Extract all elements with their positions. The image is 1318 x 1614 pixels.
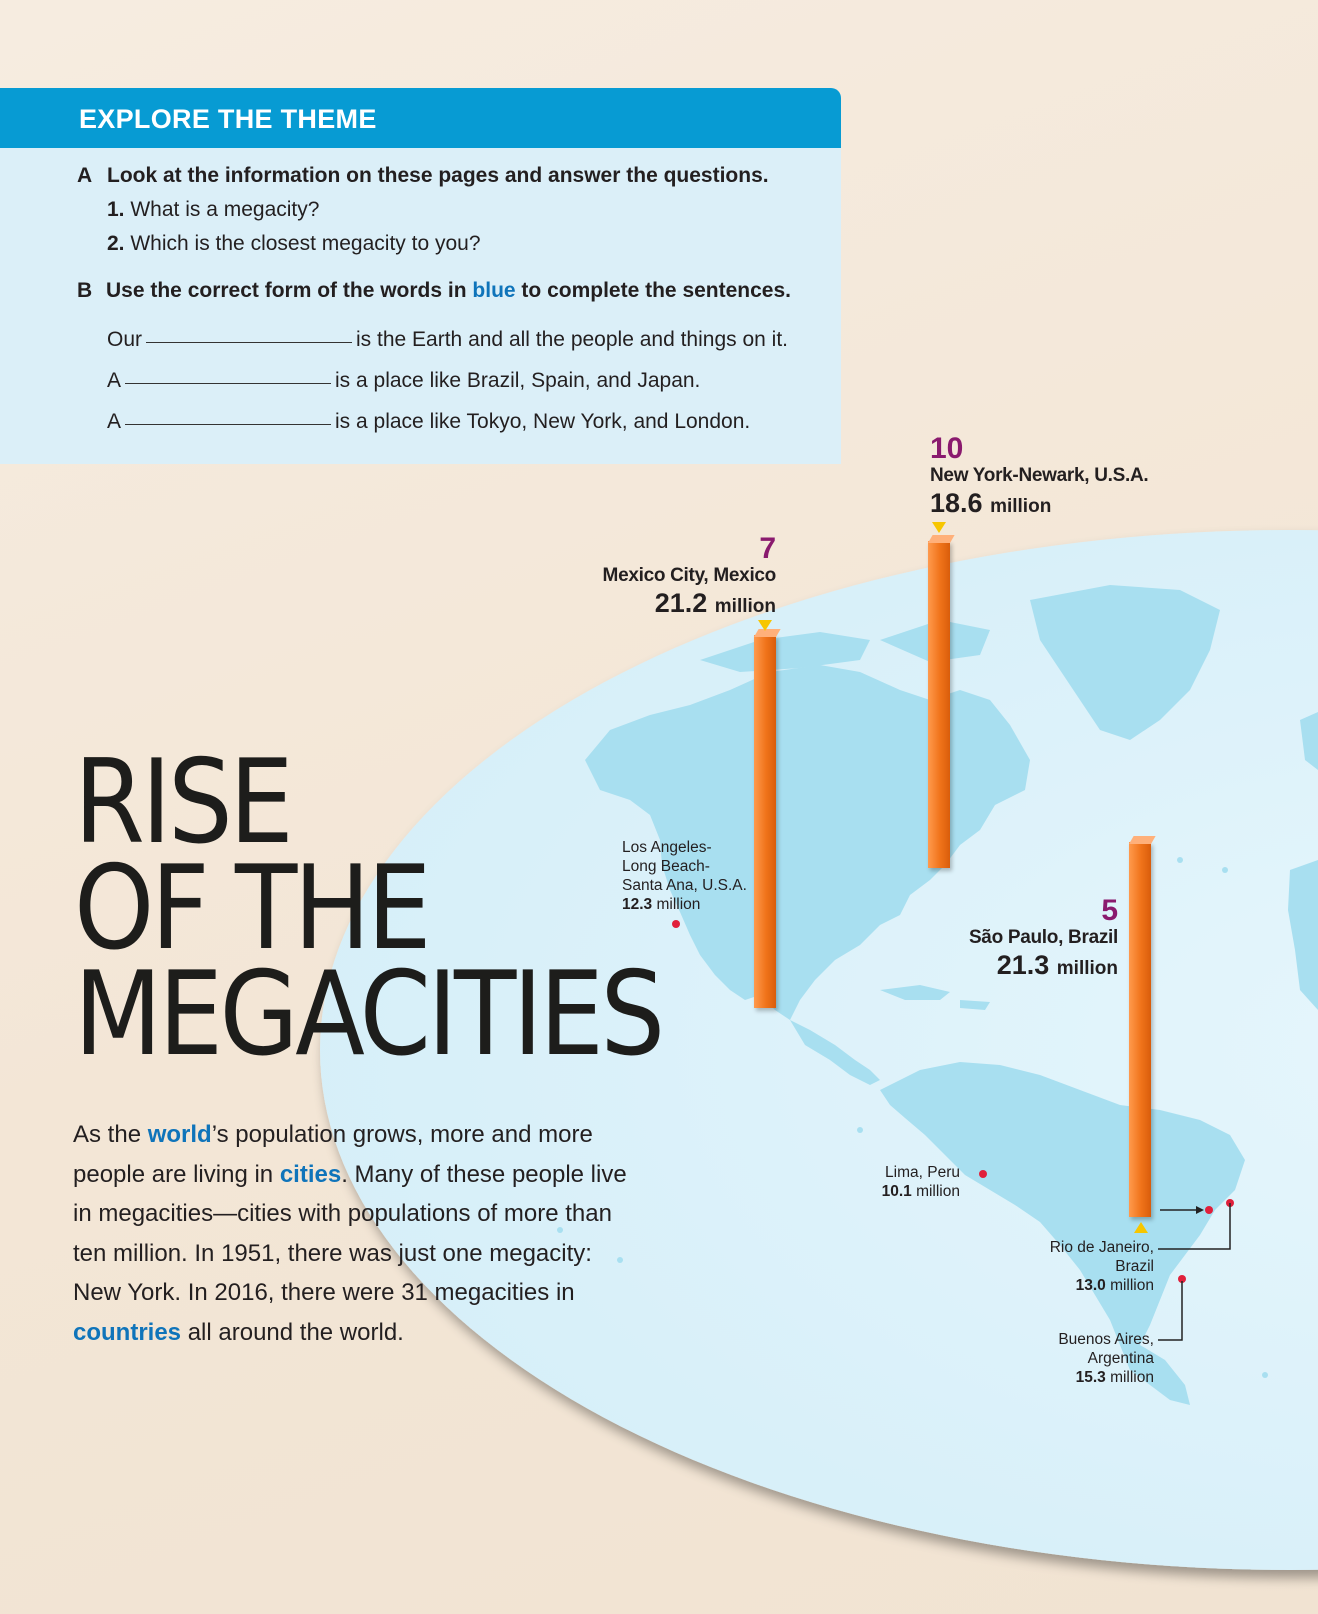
bar-new-york: [928, 541, 950, 868]
section-b-instruction: Use the correct form of the words in blue to complete the sentences.: [106, 279, 791, 302]
dot-buenos-aires: [1178, 1275, 1186, 1283]
section-a-instruction: Look at the information on these pages and answer the questions.: [107, 164, 769, 187]
intro-paragraph: As the world’s population grows, more and more people are living in cities. Many of these people live in megacities—cities with populations of more than ten million. In 1951, there was just one megacity: New York. In 2016, there were 31 megacities in countries all around the world.: [73, 1121, 627, 1346]
label-sao-paulo: 5 São Paulo, Brazil 21.3 million: [968, 894, 1118, 980]
dot-los-angeles: [672, 920, 680, 928]
label-buenos-aires: Buenos Aires, Argentina 15.3 million: [1058, 1331, 1154, 1386]
fill-sentence-3: A is a place like Tokyo, New York, and London.: [107, 410, 751, 433]
dot-lima: [979, 1170, 987, 1178]
question-1: 1. What is a megacity?: [107, 198, 320, 221]
page-title: RISE OF THE MEGACITIES: [74, 735, 662, 1082]
vocab-countries: countries: [73, 1318, 182, 1346]
bar-sao-paulo: [1129, 842, 1151, 1217]
label-new-york: 10 New York-Newark, U.S.A. 18.6 million: [930, 432, 1149, 518]
label-lima: Lima, Peru 10.1 million: [881, 1164, 960, 1200]
bar-mexico-city: [754, 635, 776, 1008]
question-2: 2. Which is the closest megacity to you?: [107, 232, 481, 255]
label-rio-de-janeiro: Rio de Janeiro, Brazil 13.0 million: [1049, 1239, 1154, 1294]
marker-new-york: [932, 522, 946, 533]
vocab-cities: cities: [279, 1160, 342, 1188]
fill-sentence-2: A is a place like Brazil, Spain, and Japan.: [107, 369, 701, 392]
dot-rio-de-janeiro: [1226, 1199, 1234, 1207]
section-b-letter: B: [77, 279, 93, 302]
explore-header: EXPLORE THE THEME: [0, 88, 841, 148]
section-a-letter: A: [77, 164, 93, 187]
vocab-world: world: [147, 1121, 212, 1148]
label-mexico-city: 7 Mexico City, Mexico 21.2 million: [602, 532, 776, 618]
fill-sentence-1: Our is the Earth and all the people and things on it.: [107, 328, 788, 351]
marker-sao-paulo: [1134, 1222, 1148, 1233]
dot-sao-paulo: [1205, 1206, 1213, 1214]
label-los-angeles: Los Angeles- Long Beach- Santa Ana, U.S.A. 12.3 million: [622, 839, 747, 913]
